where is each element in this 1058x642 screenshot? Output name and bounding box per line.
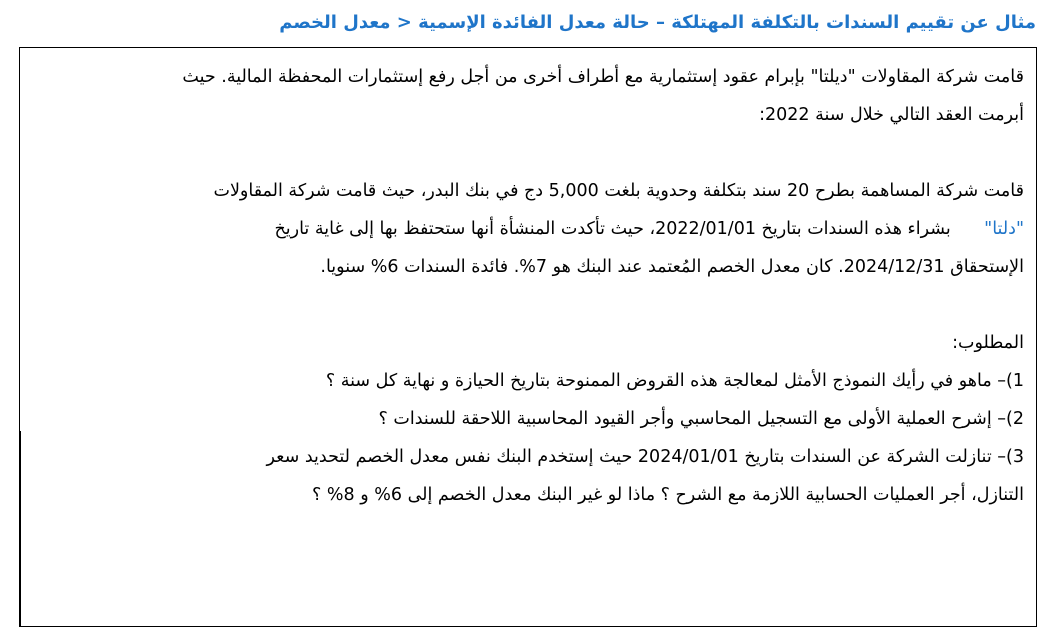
paragraph-2-line-1: قامت شركة المساهمة بطرح 20 سند بتكلفة وحدوية بلغت 5,000 دج في بنك البدر، حيث قامت شركة المقاولات bbox=[213, 181, 1024, 201]
paragraph-2-line-2 bbox=[30, 210, 1024, 248]
company-name-quoted: "دلتا" bbox=[984, 219, 1024, 239]
paragraph-1-line-1: قامت شركة المقاولات "ديلتا" بإبرام عقود إستثمارية مع أطراف أخرى من أجل رفع إستثمارات المحفظة المالية. حيث bbox=[182, 67, 1024, 87]
left-rule bbox=[20, 431, 21, 627]
question-3-line-1: 3)– تنازلت الشركة عن السندات بتاريخ 2024/01/01 حيث إستخدم البنك نفس معدل الخصم لتحديد سعر bbox=[266, 447, 1024, 467]
paragraph-1-line-2: أبرمت العقد التالي خلال سنة 2022: bbox=[759, 105, 1024, 125]
question-2: 2)– إشرح العملية الأولى مع التسجيل المحاسبي وأجر القيود المحاسبية اللاحقة للسندات ؟ bbox=[378, 409, 1024, 429]
exercise-box bbox=[19, 47, 1037, 627]
question-1: 1)– ماهو في رأيك النموذج الأمثل لمعالجة هذه القروض الممنوحة بتاريخ الحيازة و نهاية كل سنة ؟ bbox=[325, 371, 1024, 391]
exercise-text bbox=[30, 58, 1024, 514]
question-3-line-2: التنازل، أجر العمليات الحسابية اللازمة مع الشرح ؟ ماذا لو غير البنك معدل الخصم إلى 6% و 8% ؟ bbox=[312, 485, 1024, 505]
paragraph-2-line-3: الإستحقاق 2024/12/31. كان معدل الخصم المُعتمد عند البنك هو 7%. فائدة السندات 6% سنويا. bbox=[320, 257, 1024, 277]
paragraph-2-line-2-text: بشراء هذه السندات بتاريخ 2022/01/01، حيث تأكدت المنشأة أنها ستحتفظ بها إلى غاية تاريخ bbox=[274, 219, 951, 239]
required-label: المطلوب: bbox=[952, 333, 1024, 353]
page-heading: مثال عن تقييم السندات بالتكلفة المهتلكة – حالة معدل الفائدة الإسمية < معدل الخصم bbox=[279, 12, 1036, 33]
